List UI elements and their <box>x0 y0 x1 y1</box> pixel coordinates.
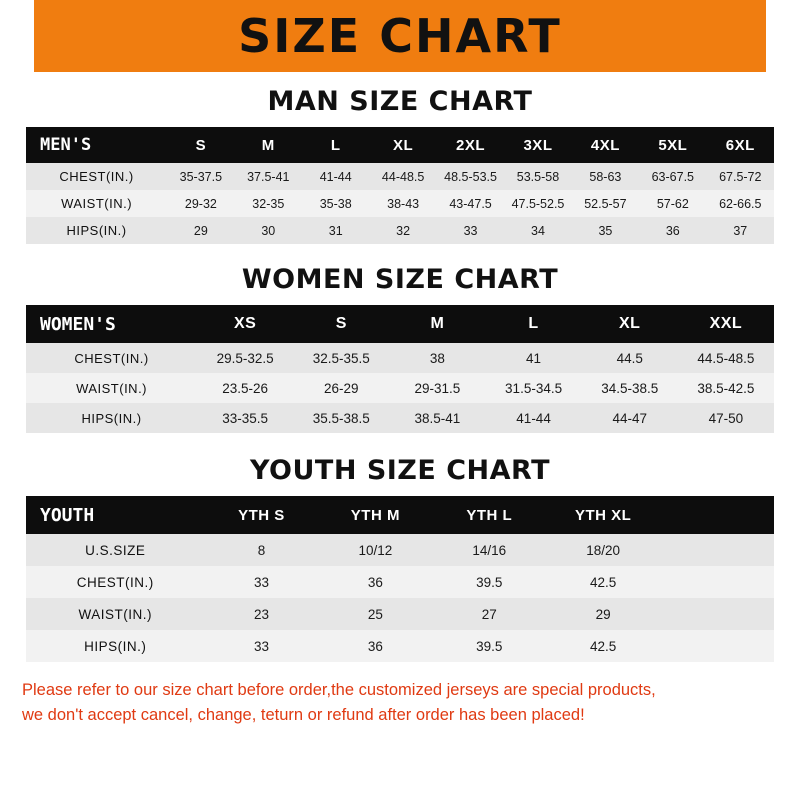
women-cell-2-0: 33-35.5 <box>222 410 269 426</box>
youth-cell-1-1: 36 <box>367 574 383 590</box>
man-cell-2-0: 29 <box>193 223 208 238</box>
man-table-header <box>26 127 774 163</box>
man-cell-1-4: 43-47.5 <box>449 196 492 211</box>
man-cell-2-3: 32 <box>396 223 411 238</box>
man-cell-1-3: 38-43 <box>387 196 420 211</box>
man-cell-2-4: 33 <box>463 223 478 238</box>
man-cell-2-7: 36 <box>665 223 680 238</box>
women-cell-0-2: 38 <box>429 350 445 366</box>
women-cell-2-2: 38.5-41 <box>414 410 461 426</box>
page-title: SIZE CHART <box>238 9 562 63</box>
women-col-header-5: XXL <box>709 315 743 332</box>
table-row <box>26 190 774 217</box>
man-size-table-wrapper <box>26 127 774 244</box>
youth-row-3-label: HIPS(IN.) <box>84 638 147 654</box>
man-cell-2-5: 34 <box>531 223 545 238</box>
women-col-header-4: XL <box>618 315 641 332</box>
women-cell-2-4: 44-47 <box>612 410 647 426</box>
youth-cell-3-4 <box>660 630 774 662</box>
women-row-label-header: WOMEN'S <box>40 313 116 335</box>
man-cell-1-8: 62-66.5 <box>719 196 762 211</box>
man-section-heading: MAN SIZE CHART <box>267 86 533 117</box>
man-col-header-2: L <box>330 136 341 154</box>
man-cell-0-7: 63-67.5 <box>651 169 695 184</box>
table-row <box>26 630 774 662</box>
women-row-2-label: HIPS(IN.) <box>81 410 142 426</box>
women-cell-0-1: 32.5-35.5 <box>312 350 370 366</box>
youth-cell-0-3: 18/20 <box>586 542 621 558</box>
youth-col-header-2: YTH L <box>466 506 513 524</box>
women-cell-1-5: 38.5-42.5 <box>697 380 755 396</box>
man-col-header-5: 3XL <box>523 136 553 154</box>
man-cell-1-0: 29-32 <box>184 196 217 211</box>
man-col-header-4: 2XL <box>456 136 486 154</box>
youth-cell-1-4 <box>660 566 774 598</box>
youth-row-0-label: U.S.SIZE <box>85 542 146 558</box>
man-cell-0-5: 53.5-58 <box>516 169 560 184</box>
women-cell-1-0: 23.5-26 <box>222 380 269 396</box>
man-col-header-8: 6XL <box>725 136 755 154</box>
man-col-header-6: 4XL <box>590 136 620 154</box>
man-cell-1-7: 57-62 <box>656 196 689 211</box>
banner-notch-left <box>0 0 34 72</box>
youth-size-table-wrapper <box>26 496 774 662</box>
man-row-2-label: HIPS(IN.) <box>66 223 127 238</box>
man-col-header-1: M <box>261 136 275 154</box>
table-header-row <box>26 127 774 163</box>
women-row-0-label: CHEST(IN.) <box>74 350 149 366</box>
youth-cell-3-3: 42.5 <box>590 638 617 654</box>
man-cell-1-2: 35-38 <box>319 196 352 211</box>
man-table-body <box>26 163 774 244</box>
footer-note-line-2: we don't accept cancel, change, teturn or refund after order has been placed! <box>22 705 585 724</box>
man-cell-1-6: 52.5-57 <box>584 196 627 211</box>
youth-row-2-label: WAIST(IN.) <box>78 606 153 622</box>
youth-cell-2-3: 29 <box>595 606 611 622</box>
man-cell-0-8: 67.5-72 <box>719 169 762 184</box>
youth-table-body <box>26 534 774 662</box>
youth-table-header <box>26 496 774 534</box>
man-cell-0-0: 35-37.5 <box>179 169 223 184</box>
women-col-header-1: S <box>335 315 347 332</box>
women-cell-2-3: 41-44 <box>516 410 551 426</box>
man-col-header-3: XL <box>393 136 414 154</box>
table-row <box>26 566 774 598</box>
man-cell-2-8: 37 <box>733 223 748 238</box>
table-row <box>26 598 774 630</box>
youth-cell-1-0: 33 <box>253 574 269 590</box>
table-row <box>26 373 774 403</box>
youth-cell-2-4 <box>660 598 774 630</box>
table-row <box>26 163 774 190</box>
man-cell-0-2: 41-44 <box>319 169 352 184</box>
man-cell-0-3: 44-48.5 <box>381 169 425 184</box>
women-row-1-label: WAIST(IN.) <box>76 380 148 396</box>
man-size-table <box>26 127 774 244</box>
youth-section-heading: YOUTH SIZE CHART <box>249 455 551 486</box>
youth-col-header-1: YTH M <box>350 506 400 524</box>
man-cell-0-1: 37.5-41 <box>247 169 290 184</box>
women-cell-1-2: 29-31.5 <box>414 380 461 396</box>
youth-col-header-4 <box>660 496 774 534</box>
youth-col-header-0: YTH S <box>238 506 285 524</box>
table-header-row <box>26 305 774 343</box>
youth-size-table <box>26 496 774 662</box>
man-row-1-label: WAIST(IN.) <box>61 196 133 211</box>
women-table-body <box>26 343 774 433</box>
women-cell-1-3: 31.5-34.5 <box>505 380 563 396</box>
man-cell-1-5: 47.5-52.5 <box>511 196 565 211</box>
women-col-header-2: M <box>430 315 445 332</box>
man-cell-2-6: 35 <box>598 223 613 238</box>
women-cell-0-4: 44.5 <box>616 350 643 366</box>
footer-note <box>22 678 778 728</box>
women-cell-2-5: 47-50 <box>708 410 744 426</box>
women-cell-1-4: 34.5-38.5 <box>601 380 659 396</box>
table-row <box>26 403 774 433</box>
header-banner <box>0 0 800 72</box>
table-row <box>26 343 774 373</box>
youth-cell-1-2: 39.5 <box>476 574 503 590</box>
women-cell-0-3: 41 <box>526 350 542 366</box>
man-col-header-7: 5XL <box>658 136 688 154</box>
women-section-heading: WOMEN SIZE CHART <box>241 264 559 295</box>
man-col-header-0: S <box>195 136 207 154</box>
man-cell-2-1: 30 <box>261 223 276 238</box>
women-table-header <box>26 305 774 343</box>
banner-notch-right <box>766 0 800 72</box>
women-cell-2-1: 35.5-38.5 <box>312 410 370 426</box>
youth-col-header-3: YTH XL <box>574 506 632 524</box>
women-cell-0-0: 29.5-32.5 <box>216 350 274 366</box>
man-cell-0-6: 58-63 <box>589 169 622 184</box>
youth-cell-0-4 <box>660 534 774 566</box>
man-cell-1-1: 32-35 <box>252 196 285 211</box>
table-header-row <box>26 496 774 534</box>
man-row-label-header: MEN'S <box>40 135 92 155</box>
women-col-header-3: L <box>528 315 539 332</box>
women-size-table-wrapper <box>26 305 774 433</box>
women-cell-1-1: 26-29 <box>324 380 359 396</box>
youth-cell-2-0: 23 <box>253 606 269 622</box>
man-row-0-label: CHEST(IN.) <box>59 169 134 184</box>
youth-cell-0-1: 10/12 <box>358 542 393 558</box>
youth-cell-2-2: 27 <box>481 606 497 622</box>
women-size-table <box>26 305 774 433</box>
footer-note-line-1: Please refer to our size chart before order,the customized jerseys are special products, <box>22 681 656 699</box>
youth-cell-0-0: 8 <box>257 542 266 558</box>
youth-cell-3-1: 36 <box>367 638 383 654</box>
women-col-header-0: XS <box>233 315 257 332</box>
youth-cell-3-2: 39.5 <box>476 638 503 654</box>
youth-row-label-header: YOUTH <box>40 504 95 526</box>
man-cell-2-2: 31 <box>328 223 343 238</box>
youth-cell-0-2: 14/16 <box>472 542 507 558</box>
youth-cell-1-3: 42.5 <box>590 574 617 590</box>
women-cell-0-5: 44.5-48.5 <box>697 350 755 366</box>
table-row <box>26 534 774 566</box>
youth-row-1-label: CHEST(IN.) <box>76 574 154 590</box>
man-cell-0-4: 48.5-53.5 <box>444 169 497 184</box>
youth-cell-2-1: 25 <box>367 606 383 622</box>
table-row <box>26 217 774 244</box>
youth-cell-3-0: 33 <box>253 638 269 654</box>
